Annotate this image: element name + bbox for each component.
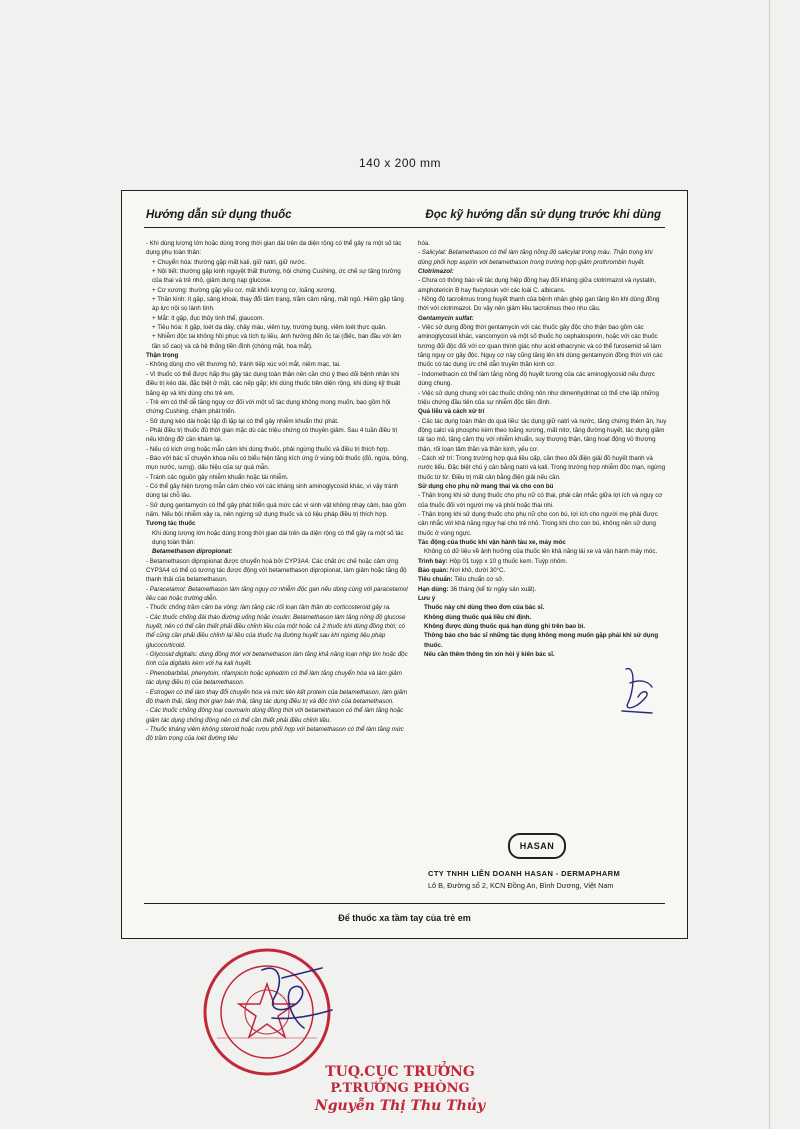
overdose-heading: Quá liều và cách xử trí: [418, 408, 485, 416]
caution-item: - Vì thuốc có thể được hấp thu gây tác dụng toàn thân nên cần chú ý theo dõi bệnh nhân khi điều trị kéo dài, đặc biệt ở mặt, các nếp gấp; khi dùng thuốc trên diện rộng, khi dùng kỹ thuật băng ép và khi dùng cho trẻ em.: [146, 370, 401, 397]
gentamycin-heading: Gentamycin sulfat:: [418, 314, 474, 322]
caution-item: - Có thể gây hiện tượng mẫn cảm chéo với các kháng sinh aminoglycosid khác, vì vậy tránh dùng tại chỗ lâu.: [146, 482, 399, 500]
approver-name: Nguyễn Thị Thu Thủy: [314, 1098, 486, 1114]
interaction-item: - Thuốc chống trầm cảm ba vòng: làm tăng các rối loạn tâm thần do corticosteroid gây ra.: [146, 604, 391, 612]
approver-signature: [232, 958, 352, 1048]
caution-item: - Sử dụng kéo dài hoặc lặp đi lặp lại có thể gây nhiễm khuẩn thứ phát.: [146, 417, 339, 425]
effect-item: + Tiêu hóa: ít gặp, loét dạ dày, chảy máu, viêm tụy, trướng bụng, viêm loét thực quản.: [152, 324, 387, 332]
note-item: Không dùng thuốc quá liều chỉ định.: [424, 613, 532, 621]
interaction-item: - Betamethason dipropionat được chuyển hoá bởi CYP3A4. Các chất ức chế hoặc cảm ứng CYP3A4 có thể có tương tác được động với betamethason dipropionat, làm giảm hoặc tăng độ thanh thải của betamethason.: [146, 557, 407, 584]
footer-divider: [144, 903, 665, 904]
interaction-item: - Phenobarbital, phenytoin, rifampicin hoặc ephedrin có thể làm tăng chuyển hóa và làm giảm tác dụng điều trị của betamethason.: [146, 669, 402, 687]
caution-heading: Thận trọng: [146, 352, 179, 360]
page-size-label: 140 x 200 mm: [358, 156, 442, 170]
overdose-item: - Các tác dụng toàn thân do quá liều: tác dụng giữ natri và nước, tăng chứng thèm ăn, huy động calci và phospho kèm theo loãng xương, mất nitơ, tăng đường huyết, tác dụng giảm tái tạo mô, tăng cảm thụ với nhiễm khuẩn, suy thượng thận, tăng hoạt động vỏ thượng thận, rối loạn tâm thần và thần kinh, yếu cơ.: [418, 417, 667, 453]
caution-item: - Sử dụng gentamycin có thể gây phát triển quá mức các vi sinh vật không nhạy cảm, bao gồm nấm. Nếu bội nhiễm xảy ra, nên ngừng sử dụng thuốc và có liệu pháp điều trị thích hợp.: [146, 501, 407, 518]
effect-item: + Mắt: ít gặp, đục thủy tinh thể, glaucom.: [152, 314, 264, 322]
note-heading: Lưu ý: [418, 595, 436, 603]
storage-line: Bảo quản: Nơi khô, dưới 30°C.: [418, 567, 506, 575]
betamethason-heading: Betamethason dipropionat:: [152, 548, 233, 556]
driving-heading: Tác động của thuốc khi vận hành tàu xe, máy móc: [418, 539, 566, 546]
interaction-intro: Khi dùng lượng lớn hoặc dùng trong thời gian dài trên da diện rộng có thể gây ra một số tác dụng toàn thân:: [152, 529, 404, 546]
caution-item: - Trẻ em có thể dễ tăng nguy cơ đối với một số tác dụng không mong muốn, bao gồm hội chứng Cushing, chậm phát triển.: [146, 398, 391, 416]
approval-title-1: TUQ.CỤC TRƯỞNG: [325, 1064, 475, 1080]
effect-item: + Thần kinh: ít gặp, sảng khoái, thay đổi tâm trạng, trầm cảm nặng, mất ngủ. Hiếm gặp tăng áp lực nội sọ lành tính.: [152, 296, 404, 313]
effect-item: + Nội tiết: thường gặp kinh nguyệt thất thường, hội chứng Cushing, ức chế sự tăng trưởng của thai và trẻ nhỏ, giảm dung nạp glucose.: [152, 268, 401, 285]
left-column: [146, 239, 409, 899]
right-column: [418, 239, 668, 899]
effect-item: + Cơ xương: thường gặp yếu cơ, mất khối lượng cơ, loãng xương.: [152, 286, 337, 294]
company-address: Lô B, Đường số 2, KCN Đồng An, Bình Dương, Việt Nam: [428, 881, 614, 890]
clotrimazol-item: - Chưa có thông báo về tác dụng hiệp đồng hay đối kháng giữa clotrimazol và nystatin, amphotericin B hay flucytosin với các loài C. albicans.: [418, 277, 657, 294]
hasan-logo: HASAN: [508, 833, 566, 859]
interaction-heading: Tương tác thuốc: [146, 520, 196, 528]
interaction-item: - Paracetamol: Betamethason làm tăng nguy cơ nhiễm độc gan nếu dùng cùng với paracetamol liều cao hoặc trường diễn.: [146, 585, 408, 603]
presentation-line: Trình bày: Hộp 01 tuýp x 10 g thuốc kem. Tuýp nhôm.: [418, 557, 568, 565]
gentamycin-item: - Việc sử dụng đồng thời gentamycin với các thuốc gây độc cho thận bao gồm các aminoglycosid khác, vancomycin và một số thuốc họ cephalosporin, hoặc với các thuốc tương đối độc đối với cơ quan thính giác như acid ethacrynic và có thể furosemid sẽ làm tăng nguy cơ gây độc. Nguy cơ này cũng tăng lên khi dùng gentamycin đồng thời với các thuốc có tác dụng ức chế dẫn truyền thần kinh cơ.: [418, 324, 663, 369]
leaflet-title: Hướng dẫn sử dụng thuốc: [146, 209, 292, 221]
note-item: Thuốc này chỉ dùng theo đơn của bác sĩ.: [424, 604, 545, 612]
note-item: Nếu cần thêm thông tin xin hỏi ý kiến bác sĩ.: [424, 651, 555, 659]
children-warning: Để thuốc xa tầm tay của trẻ em: [338, 913, 471, 923]
header-divider: [144, 227, 665, 228]
gentamycin-item: - Indomethacin có thể làm tăng nồng độ huyết tương của các aminoglycosid nếu được dùng chung.: [418, 370, 655, 388]
continued-text: hóa.: [418, 240, 431, 247]
note-item: Thông báo cho bác sĩ những tác dụng không mong muốn gặp phải khi sử dụng thuốc.: [424, 632, 659, 649]
reviewer-signature: [616, 661, 656, 721]
leaflet-warning-heading: Đọc kỹ hướng dẫn sử dụng trước khi dùng: [425, 209, 661, 221]
caution-item: - Phải điều trị thuốc đủ thời gian mặc dù các triệu chứng có thuyên giảm. Sau 4 tuần điều trị nếu không đỡ cần khám lại.: [146, 426, 398, 444]
interaction-item: - Thuốc kháng viêm không steroid hoặc rượu phối hợp với betamethason có thể làm tăng mức độ trầm trọng của loét đường tiêu: [146, 725, 404, 743]
driving-text: Không có dữ liệu về ảnh hưởng của thuốc lên khả năng lái xe và vận hành máy móc.: [424, 548, 658, 556]
interaction-item: - Estrogen có thể làm thay đổi chuyển hóa và mức liên kết protein của betamethason, làm giảm độ thanh thải, tăng thời gian bán thải, tăng tác dụng điều trị và độc tính của betamethason.: [146, 688, 408, 705]
standard-line: Tiêu chuẩn: Tiêu chuẩn cơ sở.: [418, 576, 505, 584]
overdose-item: - Cách xử trí: Trong trường hợp quá liều cấp, cần theo dõi điện giải đồ huyết thanh và nước tiểu. Đặc biệt chú ý cân bằng natri và kali. Trong trường hợp nhiễm độc mạn, ngừng thuốc từ từ. Điều trị mất cân bằng điện giải nếu cần.: [418, 454, 666, 481]
note-item: Không được dùng thuốc quá hạn dùng ghi trên bao bì.: [424, 623, 586, 631]
side-effects-intro: - Khi dùng lượng lớn hoặc dùng trong thời gian dài trên da diện rộng có thể gây ra một số tác dụng phụ toàn thân:: [146, 240, 402, 257]
salicylat-item: - Salicylat: Betamethason có thể làm tăng nồng độ salicylat trong máu. Thận trọng khi dùng phối hợp aspirin với betamethason trong trường hợp giảm prothrombin huyết.: [418, 249, 653, 266]
expiry-line: Hạn dùng: 36 tháng (kể từ ngày sản xuất).: [418, 585, 537, 593]
caution-item: - Báo với bác sĩ chuyên khoa nếu có biểu hiện tăng kích ứng ở vùng bôi thuốc (đỏ, ngứa, bỏng, mụn nước, sưng), dấu hiệu của sự quá mẫn.: [146, 454, 409, 472]
interaction-item: - Glycosid digitalis: dùng đồng thời với betamethason làm tăng khả năng loạn nhịp tim hoặc độc tính của digitalis kèm với hạ kali huyết.: [146, 651, 408, 668]
pregnancy-item: - Thận trọng khi sử dụng thuốc cho phụ nữ cho con bú, lợi ích cho người mẹ phải được cân nhắc với khả năng nguy hại cho trẻ nhỏ. Trong khi cho con bú, không nên sử dụng thuốc ở vùng ngực.: [418, 510, 658, 537]
effect-item: + Chuyển hóa: thường gặp mất kali, giữ natri, giữ nước.: [152, 258, 307, 266]
caution-item: - Nếu có kích ứng hoặc mẫn cảm khi dùng thuốc, phải ngừng thuốc và điều trị thích hợp.: [146, 445, 390, 453]
pregnancy-heading: Sử dụng cho phụ nữ mang thai và cho con bú: [418, 482, 554, 490]
caution-item: - Không dùng cho vết thương hở, tránh tiếp xúc với mắt, niêm mạc, tai.: [146, 361, 341, 369]
effect-item: + Nhiễm độc tai không hồi phục và tích tụ liều, ảnh hưởng đến ốc tai (điếc, ban đầu với âm tần số cao) và cả hệ thống tiền đình (chóng mặt, hoa mắt).: [152, 333, 402, 350]
leaflet: [121, 190, 688, 939]
clotrimazol-heading: Clotrimazol:: [418, 268, 454, 276]
company-name: CTY TNHH LIÊN DOANH HASAN - DERMAPHARM: [428, 869, 621, 878]
pregnancy-item: - Thận trọng khi sử dụng thuốc cho phụ nữ có thai, phải cân nhắc giữa lợi ích và nguy cơ của thuốc đối với người mẹ và phôi hoặc thai nhi.: [418, 492, 663, 509]
caution-item: - Tránh các nguồn gây nhiễm khuẩn hoặc tái nhiễm.: [146, 473, 289, 481]
clotrimazol-item: - Nồng độ tacrolimus trong huyết thanh của bệnh nhân ghép gan tăng lên khi dùng đồng thời với clotrimazol. Do vậy nên giảm liều tacrolimus theo nhu cầu.: [418, 296, 660, 313]
gentamycin-item: - Việc sử dụng chung với các thuốc chống nôn như dimenhydrinat có thể che lấp những triệu chứng đầu tiên của sự nhiễm độc tiền đình.: [418, 389, 659, 406]
interaction-item: - Các thuốc chống đái tháo đường uống hoặc insulin: Betamethason làm tăng nồng độ glucose huyết, nên có thể cần thiết phải điều chỉnh liều của một hoặc cả 2 thuốc khi dùng đồng thời; có thể cũng cần phải điều chỉnh lại liều của thuốc hạ đường huyết sau khi ngừng liệu pháp glucocorticoid.: [146, 613, 406, 649]
interaction-item: - Các thuốc chống đông loại coumarin dùng đồng thời với betamethason có thể làm tăng hoặc giảm tác dụng chống đông nên có thể cần thiết phải điều chỉnh liều.: [146, 707, 404, 724]
approval-title-2: P.TRƯỞNG PHÒNG: [330, 1081, 470, 1096]
